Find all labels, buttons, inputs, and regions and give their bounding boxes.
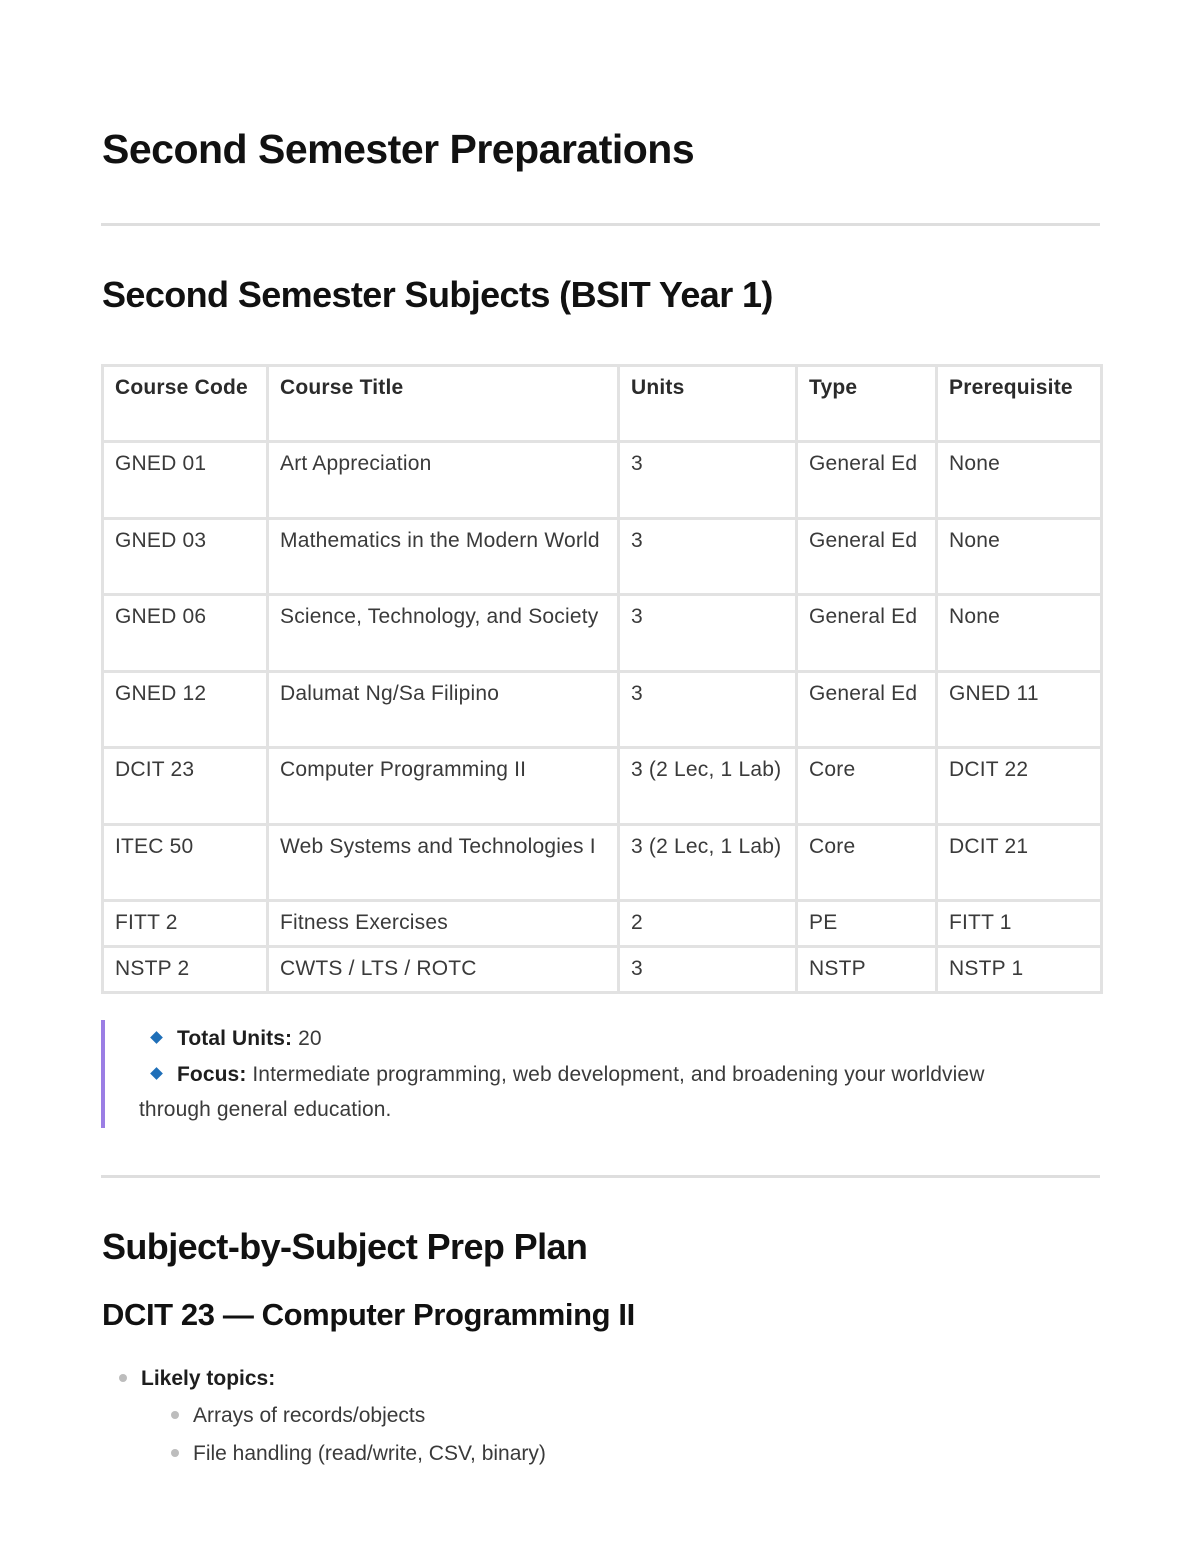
list-item [119,1364,275,1394]
list-item [171,1401,425,1431]
cell-prerequisite: None [937,519,1102,595]
cell-units: 3 [619,672,797,748]
cell-prerequisite: NSTP 1 [937,947,1102,993]
cell-course-title: Mathematics in the Modern World [268,519,619,595]
header-prerequisite: Prerequisite [937,366,1102,442]
cell-course-code: NSTP 2 [103,947,268,993]
cell-course-code: GNED 01 [103,442,268,519]
cell-units: 3 (2 Lec, 1 Lab) [619,748,797,825]
cell-type: PE [797,901,937,947]
divider [101,223,1100,226]
header-type: Type [797,366,937,442]
subject-subheading: DCIT 23 — Computer Programming II [102,1297,635,1332]
likely-topics-label: Likely topics: [141,1367,276,1390]
prep-plan-heading: Subject-by-Subject Prep Plan [102,1226,588,1267]
cell-type: General Ed [797,672,937,748]
bullet-dot-icon [171,1449,179,1457]
focus-line [105,1060,984,1090]
cell-units: 2 [619,901,797,947]
cell-course-title: CWTS / LTS / ROTC [268,947,619,993]
subjects-heading: Second Semester Subjects (BSIT Year 1) [102,274,773,315]
summary-callout [101,1020,1104,1128]
bullet-dot-icon [171,1411,179,1419]
table-row [103,947,1102,993]
page-title: Second Semester Preparations [102,126,695,172]
focus-label: Focus: [177,1063,247,1086]
cell-type: General Ed [797,519,937,595]
cell-course-title: Computer Programming II [268,748,619,825]
total-units-label: Total Units: [177,1027,293,1050]
topic-text: Arrays of records/objects [193,1404,426,1427]
cell-type: General Ed [797,595,937,672]
divider [101,1175,1100,1178]
cell-course-code: DCIT 23 [103,748,268,825]
focus-text-continued: through general education. [139,1098,392,1121]
cell-course-title: Fitness Exercises [268,901,619,947]
topic-text: File handling (read/write, CSV, binary) [193,1442,546,1465]
total-units-line [105,1024,322,1054]
cell-prerequisite: FITT 1 [937,901,1102,947]
cell-units: 3 [619,595,797,672]
bullet-dot-icon [119,1374,127,1382]
cell-course-code: FITT 2 [103,901,268,947]
cell-type: Core [797,748,937,825]
cell-course-title: Web Systems and Technologies I [268,825,619,901]
list-item [171,1439,546,1469]
table-row [103,442,1102,519]
cell-prerequisite: GNED 11 [937,672,1102,748]
cell-units: 3 [619,947,797,993]
focus-text: Intermediate programming, web development, and broadening your worldview [246,1063,985,1086]
cell-type: General Ed [797,442,937,519]
cell-units: 3 [619,519,797,595]
cell-prerequisite: DCIT 22 [937,748,1102,825]
cell-type: NSTP [797,947,937,993]
cell-prerequisite: DCIT 21 [937,825,1102,901]
table-row [103,519,1102,595]
subjects-table [101,364,1103,994]
header-course-title: Course Title [268,366,619,442]
cell-prerequisite: None [937,595,1102,672]
table-row [103,672,1102,748]
table-row [103,748,1102,825]
cell-units: 3 (2 Lec, 1 Lab) [619,825,797,901]
cell-course-title: Art Appreciation [268,442,619,519]
table-row [103,825,1102,901]
cell-units: 3 [619,442,797,519]
header-course-code: Course Code [103,366,268,442]
total-units-value: 20 [292,1027,322,1050]
table-header-row [103,366,1102,442]
header-units: Units [619,366,797,442]
table-row [103,901,1102,947]
cell-course-code: GNED 06 [103,595,268,672]
cell-course-code: GNED 03 [103,519,268,595]
cell-course-code: GNED 12 [103,672,268,748]
diamond-bullet-icon [150,1068,163,1081]
cell-course-title: Dalumat Ng/Sa Filipino [268,672,619,748]
cell-prerequisite: None [937,442,1102,519]
cell-type: Core [797,825,937,901]
diamond-bullet-icon [150,1032,163,1045]
cell-course-title: Science, Technology, and Society [268,595,619,672]
cell-course-code: ITEC 50 [103,825,268,901]
table-row [103,595,1102,672]
